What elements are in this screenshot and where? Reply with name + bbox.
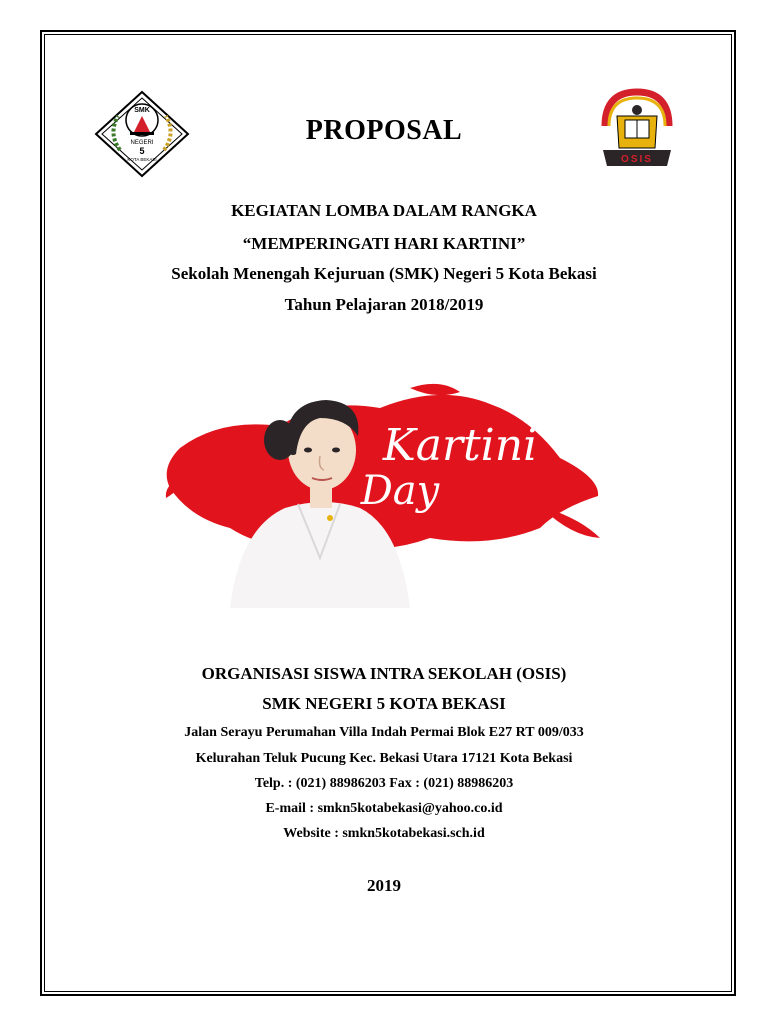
smk-logo-number: 5 <box>139 146 145 156</box>
document-year: 2019 <box>367 876 401 895</box>
subject-line-2: “MEMPERINGATI HARI KARTINI” <box>242 234 526 253</box>
page-title: PROPOSAL <box>305 115 463 146</box>
address-line-2: Kelurahan Teluk Pucung Kec. Bekasi Utara 17121 Kota Bekasi <box>195 751 573 766</box>
smk-logo-negeri: NEGERI <box>130 140 154 146</box>
kartini-day-illustration <box>160 378 610 608</box>
smk-logo-city: KOTA BEKASI <box>127 157 157 162</box>
organization-name: ORGANISASI SISWA INTRA SEKOLAH (OSIS) <box>201 664 567 683</box>
smk-logo-text: SMK <box>134 107 150 114</box>
email: E-mail : smkn5kotabekasi@yahoo.co.id <box>265 801 503 816</box>
subject-line-1: KEGIATAN LOMBA DALAM RANGKA <box>231 201 537 220</box>
kartini-day-text-line2: Day <box>360 468 440 514</box>
osis-logo-text: OSIS <box>621 154 653 165</box>
subject-line-3: Sekolah Menengah Kejuruan (SMK) Negeri 5 Kota Bekasi <box>171 264 597 283</box>
address-line-1: Jalan Serayu Perumahan Villa Indah Permai Blok E27 RT 009/033 <box>184 725 584 740</box>
kartini-day-text-line1: Kartini <box>382 420 538 471</box>
phone-fax: Telp. : (021) 88986203 Fax : (021) 88986203 <box>254 776 514 791</box>
subject-line-4: Tahun Pelajaran 2018/2019 <box>284 295 484 314</box>
school-name: SMK NEGERI 5 KOTA BEKASI <box>262 694 506 713</box>
website: Website : smkn5kotabekasi.sch.id <box>283 826 485 841</box>
